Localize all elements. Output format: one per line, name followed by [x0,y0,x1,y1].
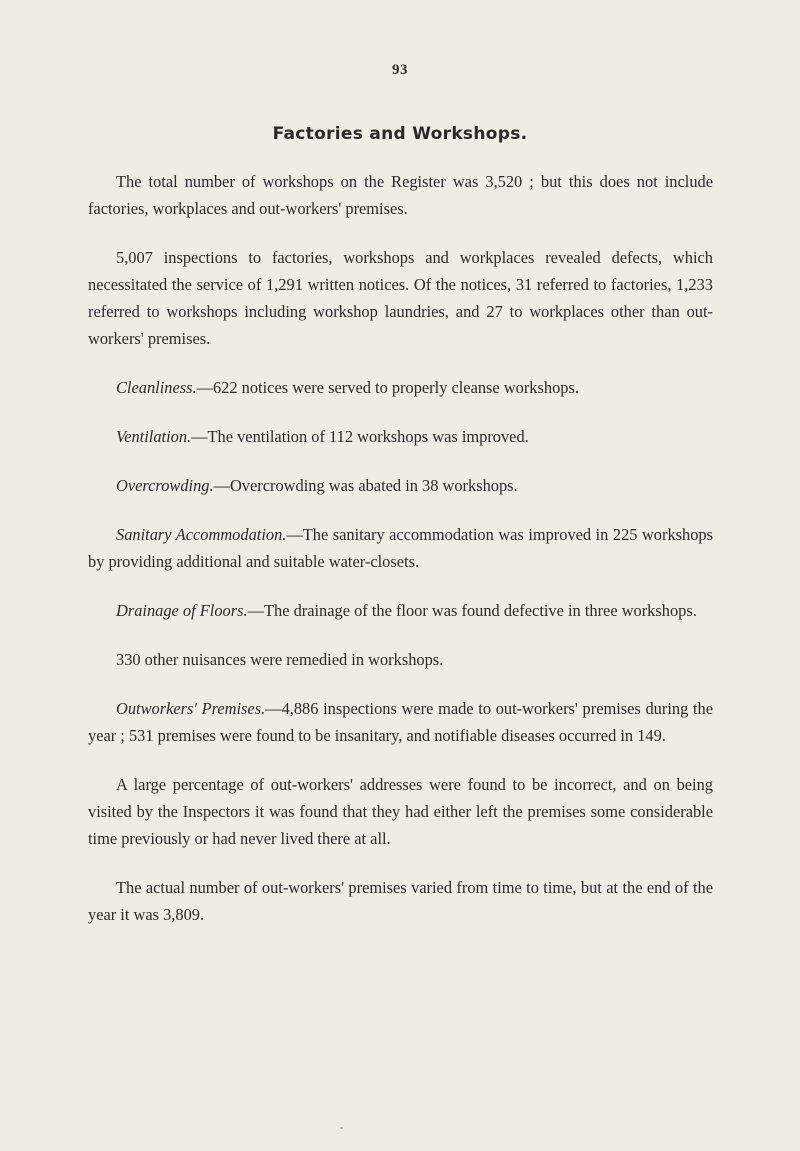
paragraph-sanitary [88,521,713,575]
paragraph-text: —The ventilation of 112 workshops was improved. [191,427,529,446]
paragraph-inspections [88,244,713,352]
paragraph-text: —The drainage of the floor was found defective in three workshops. [247,601,697,620]
paragraph-addresses [88,771,713,852]
paragraph-text: The actual number of out-workers' premises varied from time to time, but at the end of the year it was 3,809. [88,878,713,924]
paragraph-text: 330 other nuisances were remedied in workshops. [116,650,444,669]
paper-speck [340,1127,343,1129]
paragraph-outworkers [88,695,713,749]
paragraph-text: —The sanitary accommodation was improved in 225 workshops by providing additional and suitable water-closets. [88,525,714,571]
paragraph-actual-number [88,874,713,928]
body-text [88,168,713,928]
paragraph-lead: Ventilation. [116,427,192,446]
paragraph-lead: Drainage of Floors. [116,601,248,620]
paragraph-text: The total number of workshops on the Register was 3,520 ; but this does not include factories, workplaces and out-workers' premises. [88,172,713,218]
paragraph-text: —622 notices were served to properly cleanse workshops. [196,378,579,397]
paragraph-overcrowding [88,472,713,499]
paragraph-lead: Sanitary Accommodation. [116,525,287,544]
paragraph-register-total [88,168,713,222]
paragraph-text: 5,007 inspections to factories, workshops and workplaces revealed defects, which necessitated the service of 1,291 written notices. Of the notices, 31 referred to factories, 1,233 referred to workshops including workshop laundries, and 27 to workplaces other than out-workers' premises. [88,248,713,348]
paragraph-text: —4,886 inspections were made to out-workers' premises during the year ; 531 premises were found to be insanitary, and notifiable diseases occurred in 149. [88,699,713,745]
paragraph-text: A large percentage of out-workers' addresses were found to be incorrect, and on being visited by the Inspectors it was found that they had either left the premises some considerable time previously or had never lived there at all. [88,775,713,848]
paragraph-nuisances [88,646,713,673]
paragraph-lead: Overcrowding. [116,476,214,495]
paragraph-text: —Overcrowding was abated in 38 workshops. [213,476,518,495]
paragraph-lead: Cleanliness. [116,378,197,397]
paragraph-ventilation [88,423,713,450]
section-heading: Factories and Workshops. [272,124,528,144]
page-number: 93 [392,62,408,78]
paragraph-drainage [88,597,713,624]
paragraph-cleanliness [88,374,713,401]
paragraph-lead: Outworkers' Premises. [116,699,266,718]
